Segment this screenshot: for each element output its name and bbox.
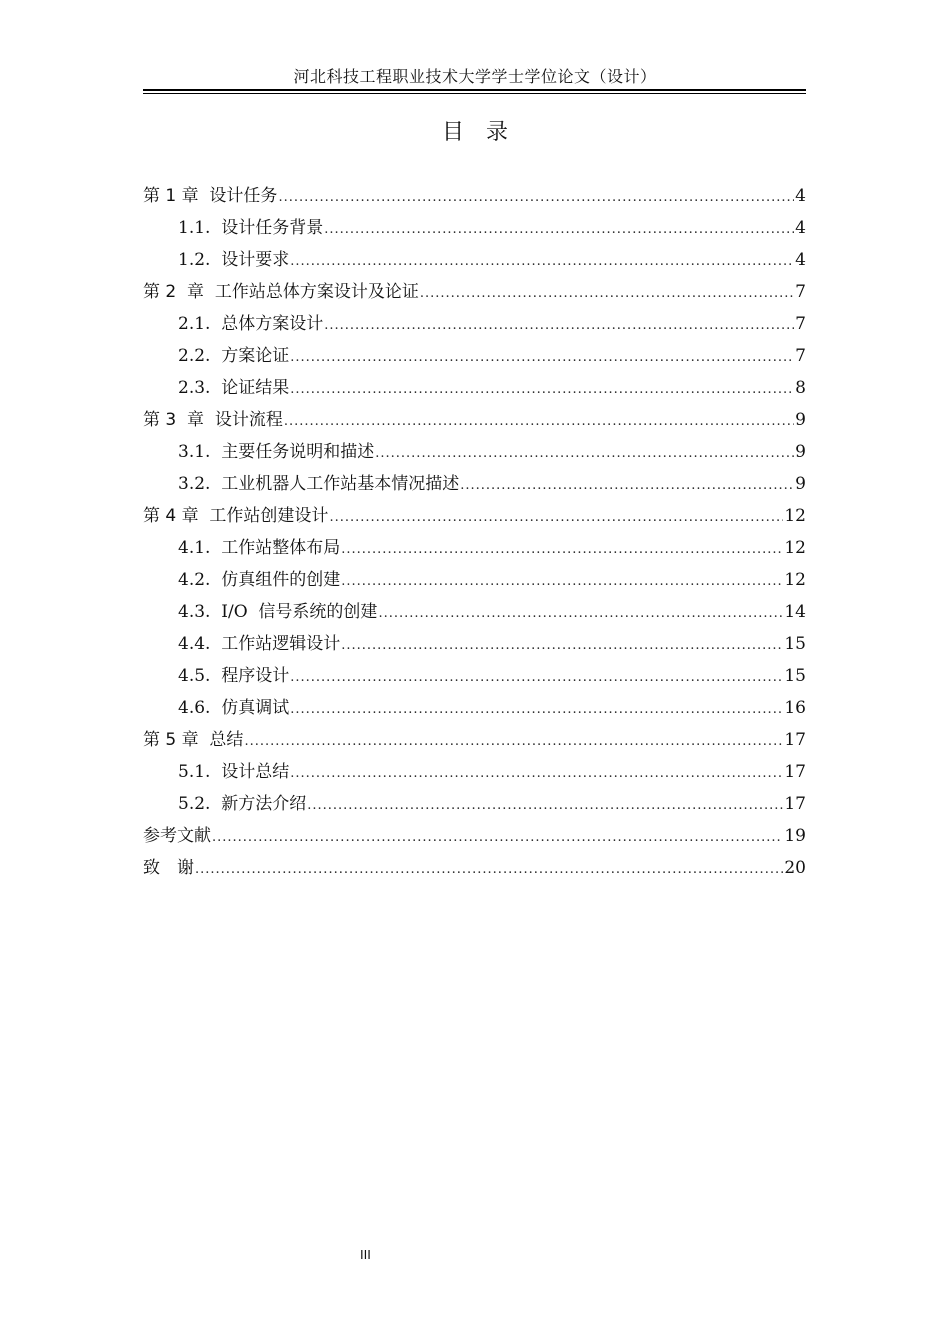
toc-entry-label: 参考文献 bbox=[143, 826, 211, 846]
toc-entry-label: 3.2. 工业机器人工作站基本情况描述 bbox=[178, 474, 460, 494]
toc-dot-leader bbox=[460, 470, 794, 502]
toc-section-entry[interactable] bbox=[143, 436, 806, 468]
toc-section-entry[interactable] bbox=[143, 692, 806, 724]
toc-entry-label: 3.1. 主要任务说明和描述 bbox=[178, 442, 375, 462]
toc-entry-page-number: 12 bbox=[784, 538, 806, 558]
toc-entry-page-number: 19 bbox=[784, 826, 806, 846]
toc-dot-leader bbox=[329, 502, 783, 534]
toc-entry-label: 2.2. 方案论证 bbox=[178, 346, 290, 366]
toc-dot-leader bbox=[284, 406, 794, 438]
toc-dot-leader bbox=[290, 662, 783, 694]
toc-chapter-entry[interactable] bbox=[143, 404, 806, 436]
toc-section-entry[interactable] bbox=[143, 212, 806, 244]
toc-entry-page-number: 14 bbox=[784, 602, 806, 622]
toc-dot-leader bbox=[378, 598, 783, 630]
toc-dot-leader bbox=[290, 342, 794, 374]
toc-entry-page-number: 7 bbox=[795, 314, 806, 334]
toc-chapter-entry[interactable] bbox=[143, 724, 806, 756]
toc-entry-page-number: 8 bbox=[795, 378, 806, 398]
toc-entry-label: 2.3. 论证结果 bbox=[178, 378, 290, 398]
toc-section-entry[interactable] bbox=[143, 660, 806, 692]
toc-entry-label: 5.1. 设计总结 bbox=[178, 762, 290, 782]
toc-dot-leader bbox=[420, 278, 794, 310]
toc-entry-label: 5.2. 新方法介绍 bbox=[178, 794, 307, 814]
toc-section-entry[interactable] bbox=[143, 468, 806, 500]
toc-entry-page-number: 4 bbox=[795, 186, 806, 206]
toc-section-entry[interactable] bbox=[143, 564, 806, 596]
toc-dot-leader bbox=[290, 758, 783, 790]
header-rule-thick bbox=[143, 89, 806, 91]
toc-section-entry[interactable] bbox=[143, 532, 806, 564]
toc-entry-page-number: 17 bbox=[784, 730, 806, 750]
toc-entry-page-number: 17 bbox=[784, 794, 806, 814]
toc-entry-label: 致 谢 bbox=[143, 858, 194, 878]
toc-entry-page-number: 15 bbox=[784, 666, 806, 686]
toc-dot-leader bbox=[278, 182, 794, 214]
toc-entry-page-number: 9 bbox=[795, 474, 806, 494]
toc-entry-label: 4.2. 仿真组件的创建 bbox=[178, 570, 341, 590]
toc-dot-leader bbox=[341, 534, 783, 566]
toc-entry-label: 第 5 章 总结 bbox=[143, 730, 244, 750]
toc-dot-leader bbox=[307, 790, 783, 822]
toc-entry-page-number: 15 bbox=[784, 634, 806, 654]
toc-chapter-entry[interactable] bbox=[143, 276, 806, 308]
toc-section-entry[interactable] bbox=[143, 308, 806, 340]
toc-section-entry[interactable] bbox=[143, 372, 806, 404]
toc-entry-page-number: 7 bbox=[795, 346, 806, 366]
toc-chapter-entry[interactable] bbox=[143, 820, 806, 852]
toc-dot-leader bbox=[341, 630, 783, 662]
toc-entry-page-number: 7 bbox=[795, 282, 806, 302]
toc-dot-leader bbox=[244, 726, 783, 758]
toc-section-entry[interactable] bbox=[143, 340, 806, 372]
header-rule-thin bbox=[143, 93, 806, 94]
toc-dot-leader bbox=[375, 438, 794, 470]
toc-entry-label: 4.4. 工作站逻辑设计 bbox=[178, 634, 341, 654]
toc-section-entry[interactable] bbox=[143, 628, 806, 660]
toc-entry-page-number: 17 bbox=[784, 762, 806, 782]
toc-entry-label: 第 3 章 设计流程 bbox=[143, 410, 283, 430]
toc-dot-leader bbox=[324, 310, 794, 342]
toc-entry-page-number: 9 bbox=[795, 410, 806, 430]
toc-chapter-entry[interactable] bbox=[143, 180, 806, 212]
toc-section-entry[interactable] bbox=[143, 596, 806, 628]
toc-title: 目 录 bbox=[441, 120, 508, 145]
toc-entry-label: 第 4 章 工作站创建设计 bbox=[143, 506, 329, 526]
toc-entry-label: 1.2. 设计要求 bbox=[178, 250, 290, 270]
toc-dot-leader bbox=[290, 694, 783, 726]
toc-entry-page-number: 9 bbox=[795, 442, 806, 462]
toc-dot-leader bbox=[290, 246, 794, 278]
toc-chapter-entry[interactable] bbox=[143, 852, 806, 884]
toc-section-entry[interactable] bbox=[143, 756, 806, 788]
toc-dot-leader bbox=[324, 214, 794, 246]
toc-dot-leader bbox=[195, 854, 783, 886]
toc-entry-label: 4.6. 仿真调试 bbox=[178, 698, 290, 718]
toc-entry-label: 4.5. 程序设计 bbox=[178, 666, 290, 686]
table-of-contents bbox=[143, 180, 806, 884]
toc-entry-label: 2.1. 总体方案设计 bbox=[178, 314, 324, 334]
toc-entry-page-number: 4 bbox=[795, 250, 806, 270]
toc-section-entry[interactable] bbox=[143, 244, 806, 276]
toc-dot-leader bbox=[290, 374, 794, 406]
toc-entry-label: 1.1. 设计任务背景 bbox=[178, 218, 324, 238]
toc-entry-label: 4.3. I/O 信号系统的创建 bbox=[178, 602, 378, 622]
toc-entry-label: 第 2 章 工作站总体方案设计及论证 bbox=[143, 282, 419, 302]
toc-entry-page-number: 20 bbox=[784, 858, 806, 878]
toc-entry-label: 第 1 章 设计任务 bbox=[143, 186, 278, 206]
toc-entry-page-number: 4 bbox=[795, 218, 806, 238]
toc-section-entry[interactable] bbox=[143, 788, 806, 820]
page-number: III bbox=[360, 1247, 371, 1262]
toc-dot-leader bbox=[212, 822, 783, 854]
toc-dot-leader bbox=[341, 566, 783, 598]
page-header-title: 河北科技工程职业技术大学学士学位论文（设计） bbox=[293, 67, 657, 86]
toc-entry-page-number: 12 bbox=[784, 570, 806, 590]
toc-chapter-entry[interactable] bbox=[143, 500, 806, 532]
toc-entry-page-number: 12 bbox=[784, 506, 806, 526]
toc-entry-label: 4.1. 工作站整体布局 bbox=[178, 538, 341, 558]
toc-entry-page-number: 16 bbox=[784, 698, 806, 718]
